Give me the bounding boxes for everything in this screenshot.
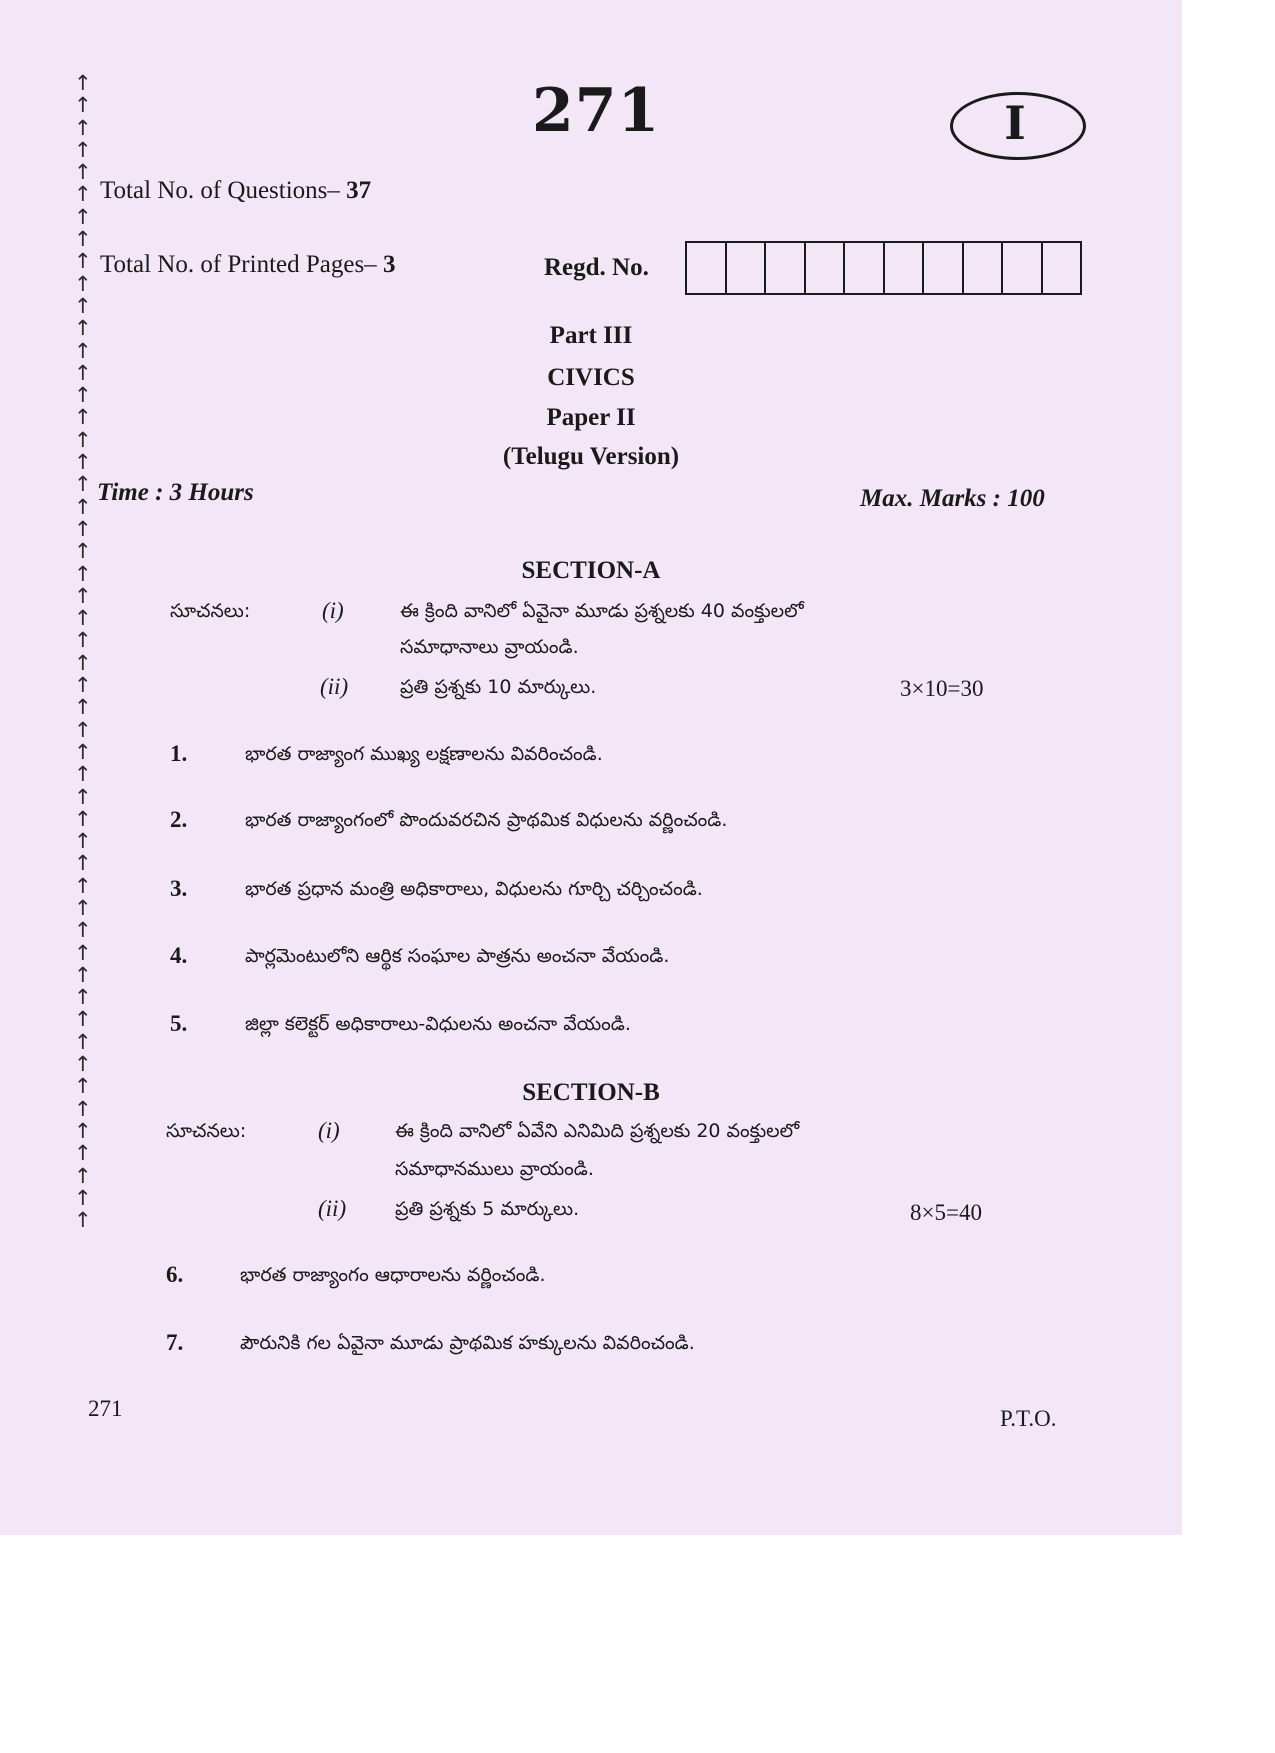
printed-pages	[100, 251, 395, 279]
footer-page-code: 271	[88, 1396, 123, 1421]
up-arrow-icon: ↑	[74, 472, 92, 497]
regd-box[interactable]	[845, 243, 885, 293]
section-b-instr1-line2: సమాధానములు వ్రాయండి.	[395, 1158, 594, 1180]
regd-number-boxes[interactable]	[685, 241, 1082, 295]
section-a-instr1-line2: సమాధానాలు వ్రాయండి.	[400, 636, 579, 658]
regd-box[interactable]	[1043, 243, 1081, 293]
up-arrow-icon: ↑	[74, 829, 92, 854]
regd-box[interactable]	[687, 243, 727, 293]
question-text: భారత రాజ్యాంగ ముఖ్య లక్షణాలను వివరించండి.	[245, 743, 603, 765]
up-arrow-icon: ↑	[74, 739, 92, 764]
margin-arrows	[74, 72, 94, 1231]
up-arrow-icon: ↑	[74, 561, 92, 586]
section-b-title: SECTION-B	[522, 1079, 660, 1106]
up-arrow-icon: ↑	[74, 762, 92, 787]
up-arrow-icon: ↑	[74, 695, 92, 720]
up-arrow-icon: ↑	[74, 249, 92, 274]
section-a-instr1-num: (i)	[322, 598, 344, 623]
question-text: పార్లమెంటులోని ఆర్థిక సంఘాల పాత్రను అంచనా వేయండి.	[245, 945, 670, 967]
section-a-instr2-num: (ii)	[320, 674, 349, 699]
max-marks: Max. Marks : 100	[860, 485, 1045, 512]
question-number: 7.	[166, 1330, 184, 1355]
up-arrow-icon: ↑	[74, 673, 92, 698]
regd-box[interactable]	[806, 243, 846, 293]
question-number: 6.	[166, 1262, 184, 1287]
up-arrow-icon: ↑	[74, 93, 92, 118]
up-arrow-icon: ↑	[74, 1118, 92, 1143]
regd-box[interactable]	[924, 243, 964, 293]
footer-pto: P.T.O.	[1000, 1406, 1057, 1431]
up-arrow-icon: ↑	[74, 1208, 92, 1233]
up-arrow-icon: ↑	[74, 405, 92, 430]
up-arrow-icon: ↑	[74, 182, 92, 207]
up-arrow-icon: ↑	[74, 204, 92, 229]
up-arrow-icon: ↑	[74, 516, 92, 541]
regd-box[interactable]	[766, 243, 806, 293]
up-arrow-icon: ↑	[74, 583, 92, 608]
up-arrow-icon: ↑	[74, 650, 92, 675]
up-arrow-icon: ↑	[74, 628, 92, 653]
up-arrow-icon: ↑	[74, 539, 92, 564]
question-text: భారత రాజ్యాంగం ఆధారాలను వర్ణించండి.	[240, 1264, 546, 1286]
up-arrow-icon: ↑	[74, 271, 92, 296]
up-arrow-icon: ↑	[74, 962, 92, 987]
up-arrow-icon: ↑	[74, 873, 92, 898]
up-arrow-icon: ↑	[74, 450, 92, 475]
total-questions-label: Total No. of Questions–	[100, 177, 340, 204]
up-arrow-icon: ↑	[74, 1074, 92, 1099]
regd-label: Regd. No.	[544, 254, 649, 281]
section-a-instr1-line1: ఈ క్రింది వానిలో ఏవైనా మూడు ప్రశ్నలకు 40 వంక్తులలో	[400, 600, 804, 622]
question-number: 1.	[170, 741, 188, 766]
up-arrow-icon: ↑	[74, 383, 92, 408]
up-arrow-icon: ↑	[74, 1141, 92, 1166]
up-arrow-icon: ↑	[74, 1007, 92, 1032]
up-arrow-icon: ↑	[74, 940, 92, 965]
paper-title: Paper II	[546, 404, 636, 431]
version-title: (Telugu Version)	[502, 443, 680, 470]
question-text: పౌరునికి గల ఏవైనా మూడు ప్రాథమిక హక్కులను వివరించండి.	[240, 1332, 695, 1354]
time-allowed: Time : 3 Hours	[97, 479, 254, 506]
paper-code: 271	[532, 76, 661, 146]
up-arrow-icon: ↑	[74, 784, 92, 809]
up-arrow-icon: ↑	[74, 895, 92, 920]
total-questions-value: 37	[346, 177, 372, 204]
question-number: 5.	[170, 1011, 188, 1036]
section-a-marks: 3×10=30	[900, 676, 984, 701]
subject-title: CIVICS	[547, 364, 635, 391]
up-arrow-icon: ↑	[74, 717, 92, 742]
printed-pages-value: 3	[382, 251, 396, 278]
up-arrow-icon: ↑	[74, 494, 92, 519]
part-title: Part III	[549, 322, 633, 349]
regd-box[interactable]	[885, 243, 925, 293]
up-arrow-icon: ↑	[74, 1185, 92, 1210]
section-b-instr2-text: ప్రతి ప్రశ్నకు 5 మార్కులు.	[395, 1198, 580, 1220]
printed-pages-label: Total No. of Printed Pages–	[100, 251, 377, 278]
up-arrow-icon: ↑	[74, 160, 92, 185]
up-arrow-icon: ↑	[74, 1052, 92, 1077]
section-b-marks: 8×5=40	[910, 1200, 982, 1225]
section-a-instr2-text: ప్రతి ప్రశ్నకు 10 మార్కులు.	[400, 676, 597, 698]
up-arrow-icon: ↑	[74, 115, 92, 140]
up-arrow-icon: ↑	[74, 137, 92, 162]
up-arrow-icon: ↑	[74, 1096, 92, 1121]
question-text: భారత రాజ్యాంగంలో పొందువరచిన ప్రాథమిక విధులను వర్ణించండి.	[245, 809, 728, 831]
regd-box[interactable]	[964, 243, 1004, 293]
up-arrow-icon: ↑	[74, 985, 92, 1010]
up-arrow-icon: ↑	[74, 851, 92, 876]
up-arrow-icon: ↑	[74, 338, 92, 363]
question-text: భారత ప్రధాన మంత్రి అధికారాలు, విధులను గూర్చి చర్చించండి.	[245, 878, 703, 900]
section-b-instr1-line1: ఈ క్రింది వానిలో ఏవేని ఎనిమిది ప్రశ్నలకు 20 వంక్తులలో	[395, 1120, 800, 1142]
question-number: 2.	[170, 807, 188, 832]
section-b-instr1-num: (i)	[318, 1118, 340, 1143]
up-arrow-icon: ↑	[74, 918, 92, 943]
regd-box[interactable]	[1003, 243, 1043, 293]
up-arrow-icon: ↑	[74, 71, 92, 95]
up-arrow-icon: ↑	[74, 293, 92, 318]
up-arrow-icon: ↑	[74, 1029, 92, 1054]
question-text: జిల్లా కలెక్టర్ అధికారాలు-విధులను అంచనా వేయండి.	[245, 1013, 631, 1035]
up-arrow-icon: ↑	[74, 360, 92, 385]
up-arrow-icon: ↑	[74, 806, 92, 831]
up-arrow-icon: ↑	[74, 316, 92, 341]
up-arrow-icon: ↑	[74, 1163, 92, 1188]
up-arrow-icon: ↑	[74, 606, 92, 631]
section-a-title: SECTION-A	[521, 557, 661, 584]
question-number: 3.	[170, 876, 188, 901]
regd-box[interactable]	[727, 243, 767, 293]
up-arrow-icon: ↑	[74, 427, 92, 452]
up-arrow-icon: ↑	[74, 227, 92, 252]
version-letter: I	[1004, 96, 1026, 150]
total-questions	[100, 177, 371, 205]
section-b-instructions-label: సూచనలు:	[166, 1120, 247, 1142]
section-b-instr2-num: (ii)	[318, 1196, 347, 1221]
question-number: 4.	[170, 943, 188, 968]
section-a-instructions-label: సూచనలు:	[170, 600, 251, 622]
